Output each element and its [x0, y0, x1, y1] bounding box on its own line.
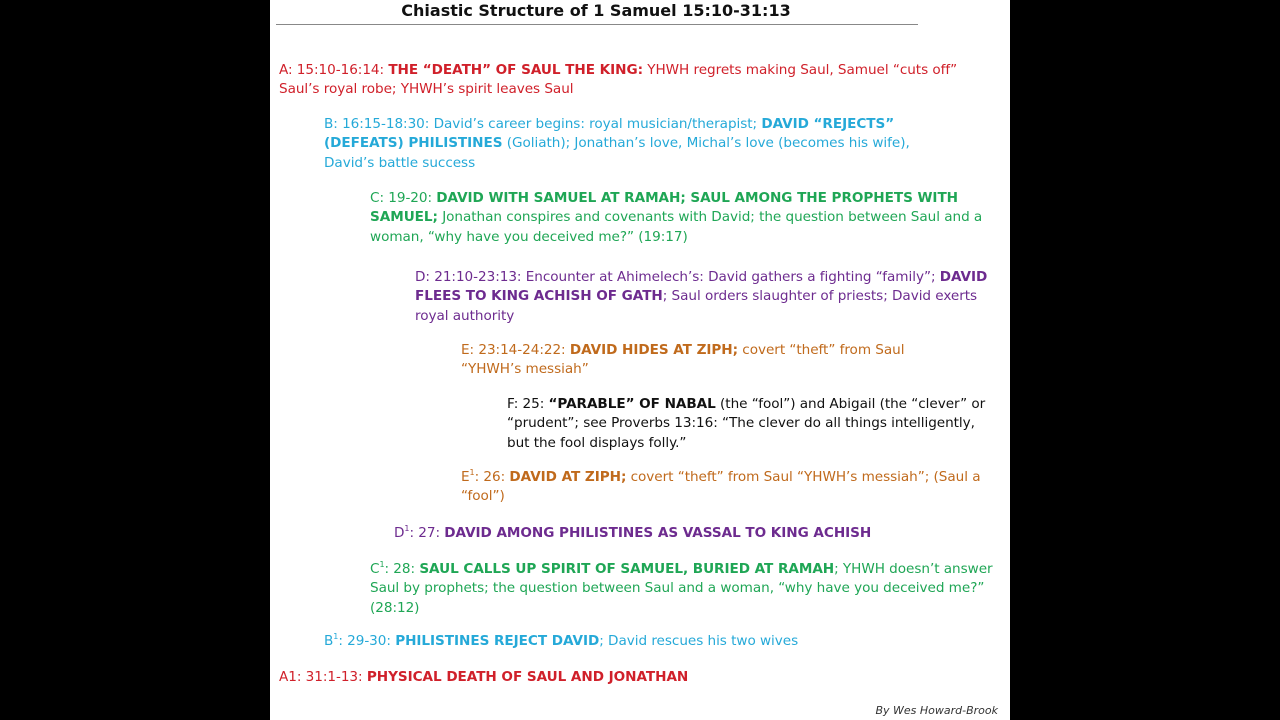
entry-c1-superscript: 1 [379, 560, 385, 569]
entry-d-label: D: 21:10-23:13: [415, 269, 526, 285]
entry-e1-letter: E [461, 469, 470, 485]
entry-c1-heading: SAUL CALLS UP SPIRIT OF SAMUEL, BURIED AT RAMAH [419, 561, 835, 577]
entry-f-text: (the “fool”) and Abigail (the “clever” or “prudent”; see Proverbs 13:16: “The clever do all things intelligently, but the fool displays folly.” [507, 396, 986, 451]
entry-a1 [279, 668, 1001, 687]
entry-a-heading: THE “DEATH” OF SAUL THE KING: [388, 62, 643, 78]
entry-d [415, 268, 995, 326]
entry-e-text: covert “theft” from Saul “YHWH’s messiah” [461, 342, 905, 378]
entry-d-heading: DAVID FLEES TO KING ACHISH OF GATH [415, 269, 988, 305]
entry-b-label: B: 16:15-18:30: [324, 116, 434, 132]
title-underline [276, 24, 918, 25]
entry-e1 [461, 468, 981, 507]
document-page [270, 0, 1010, 720]
entry-b1-letter: B [324, 633, 334, 649]
entry-e-heading: DAVID HIDES AT ZIPH; [569, 342, 739, 358]
entry-b-text-1: David’s career begins: royal musician/therapist; [433, 116, 762, 132]
entry-a1-label: A1: 31:1-13: [279, 669, 367, 685]
entry-e1-text: covert “theft” from Saul “YHWH’s messiah”; (Saul a “fool”) [461, 469, 981, 505]
entry-a [279, 61, 1001, 100]
entry-f [507, 395, 997, 453]
entry-e-label: E: 23:14-24:22: [461, 342, 570, 358]
entry-b1-text: ; David rescues his two wives [599, 633, 799, 649]
entry-d-text-2: ; Saul orders slaughter of priests; David exerts royal authority [415, 288, 978, 324]
entry-b-text-2: (Goliath); Jonathan’s love, Michal’s love (becomes his wife), David’s battle success [324, 135, 910, 171]
entry-a-text: YHWH regrets making Saul, Samuel “cuts off” Saul’s royal robe; YHWH’s spirit leaves Saul [279, 62, 958, 98]
entry-c-heading: DAVID WITH SAMUEL AT RAMAH; SAUL AMONG THE PROPHETS WITH SAMUEL; [370, 190, 958, 226]
entry-f-heading: “PARABLE” OF NABAL [548, 396, 716, 412]
entry-e1-superscript: 1 [469, 468, 475, 477]
entry-b1-label: : 29-30: [338, 633, 396, 649]
entry-e1-heading: DAVID AT ZIPH; [509, 469, 627, 485]
entry-d1-heading: DAVID AMONG PHILISTINES AS VASSAL TO KING ACHISH [444, 525, 872, 541]
entry-d-text-1: Encounter at Ahimelech’s: David gathers a fighting “family”; [525, 269, 940, 285]
entry-b1-heading: PHILISTINES REJECT DAVID [395, 633, 600, 649]
entry-d1-superscript: 1 [404, 524, 410, 533]
entry-c [370, 189, 1000, 247]
entry-b [324, 115, 964, 173]
entry-d1-letter: D [394, 525, 405, 541]
entry-c1 [370, 560, 1000, 618]
author-credit: By Wes Howard-Brook [875, 704, 998, 717]
entry-c1-letter: C [370, 561, 380, 577]
entry-e1-label: : 26: [474, 469, 510, 485]
entry-c1-text: ; YHWH doesn’t answer Saul by prophets; the question between Saul and a woman, “why have you deceived me?” (28:12) [370, 561, 993, 616]
entry-f-label: F: 25: [507, 396, 549, 412]
page-title: Chiastic Structure of 1 Samuel 15:10-31:13 [401, 1, 791, 20]
entry-a1-heading: PHYSICAL DEATH OF SAUL AND JONATHAN [366, 669, 689, 685]
entry-c1-label: : 28: [384, 561, 420, 577]
entry-a-label: A: 15:10-16:14: [279, 62, 389, 78]
entry-d1-label: : 27: [409, 525, 445, 541]
entry-e [461, 341, 961, 380]
entry-b1-superscript: 1 [333, 632, 339, 641]
entry-d1 [394, 524, 994, 543]
entry-c-label: C: 19-20: [370, 190, 437, 206]
entry-b-heading: DAVID “REJECTS” (DEFEATS) PHILISTINES [324, 116, 895, 152]
entry-b1 [324, 632, 964, 651]
entry-c-text: Jonathan conspires and covenants with David; the question between Saul and a woman, “why have you deceived me?” (19:17) [370, 209, 983, 245]
